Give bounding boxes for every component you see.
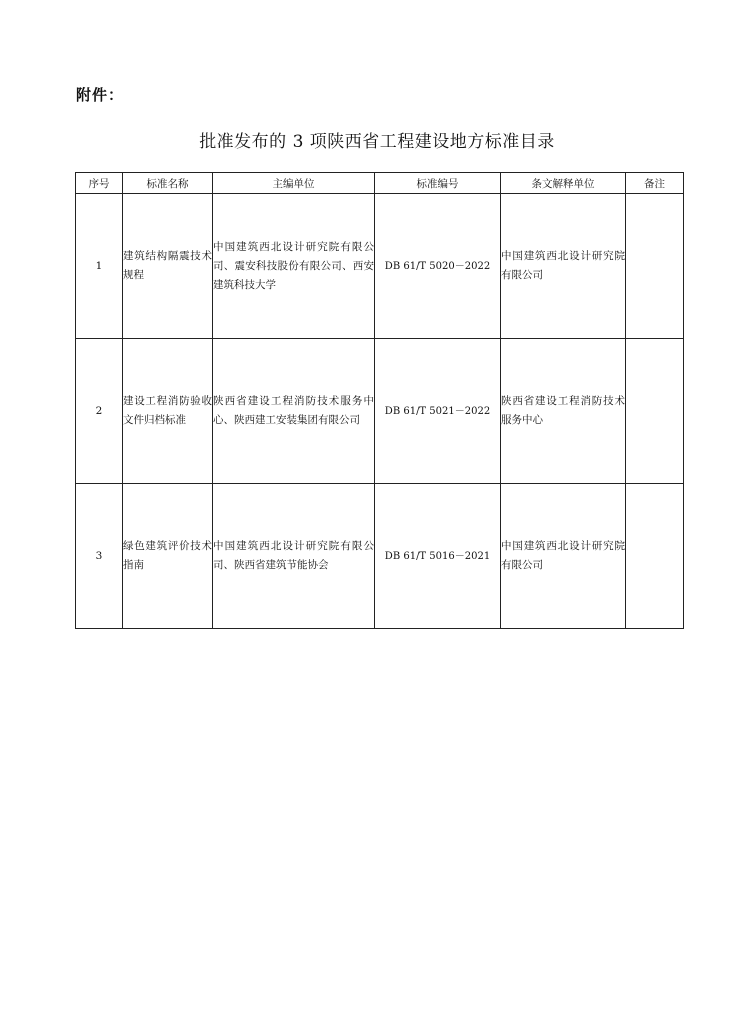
row-interp-org: 中国建筑西北设计研究院有限公司	[501, 484, 626, 629]
table-row	[76, 194, 684, 339]
header-remark: 备注	[626, 173, 684, 194]
header-standard-name: 标准名称	[123, 173, 213, 194]
row-interp-org: 中国建筑西北设计研究院有限公司	[501, 194, 626, 339]
row-standard-code: DB 61/T 5021－2022	[375, 339, 501, 484]
row-seq: 2	[76, 339, 123, 484]
table-header-row	[76, 173, 684, 194]
table-row	[76, 339, 684, 484]
row-standard-code: DB 61/T 5020－2022	[375, 194, 501, 339]
row-remark	[626, 194, 684, 339]
row-interp-org: 陕西省建设工程消防技术服务中心	[501, 339, 626, 484]
row-seq: 1	[76, 194, 123, 339]
row-standard-name: 建设工程消防验收文件归档标准	[123, 339, 213, 484]
header-seq: 序号	[76, 173, 123, 194]
row-seq: 3	[76, 484, 123, 629]
row-remark	[626, 339, 684, 484]
page-title: 批准发布的 3 项陕西省工程建设地方标准目录	[199, 132, 555, 152]
standards-table	[75, 172, 684, 629]
row-remark	[626, 484, 684, 629]
row-standard-name: 绿色建筑评价技术指南	[123, 484, 213, 629]
row-chief-org: 中国建筑西北设计研究院有限公司、陕西省建筑节能协会	[213, 484, 375, 629]
header-interp-org: 条文解释单位	[501, 173, 626, 194]
header-standard-code: 标准编号	[375, 173, 501, 194]
header-chief-org: 主编单位	[213, 173, 375, 194]
row-chief-org: 陕西省建设工程消防技术服务中心、陕西建工安装集团有限公司	[213, 339, 375, 484]
row-chief-org: 中国建筑西北设计研究院有限公司、震安科技股份有限公司、西安建筑科技大学	[213, 194, 375, 339]
table-row	[76, 484, 684, 629]
row-standard-name: 建筑结构隔震技术规程	[123, 194, 213, 339]
attachment-label: 附件：	[76, 86, 125, 104]
row-standard-code: DB 61/T 5016－2021	[375, 484, 501, 629]
